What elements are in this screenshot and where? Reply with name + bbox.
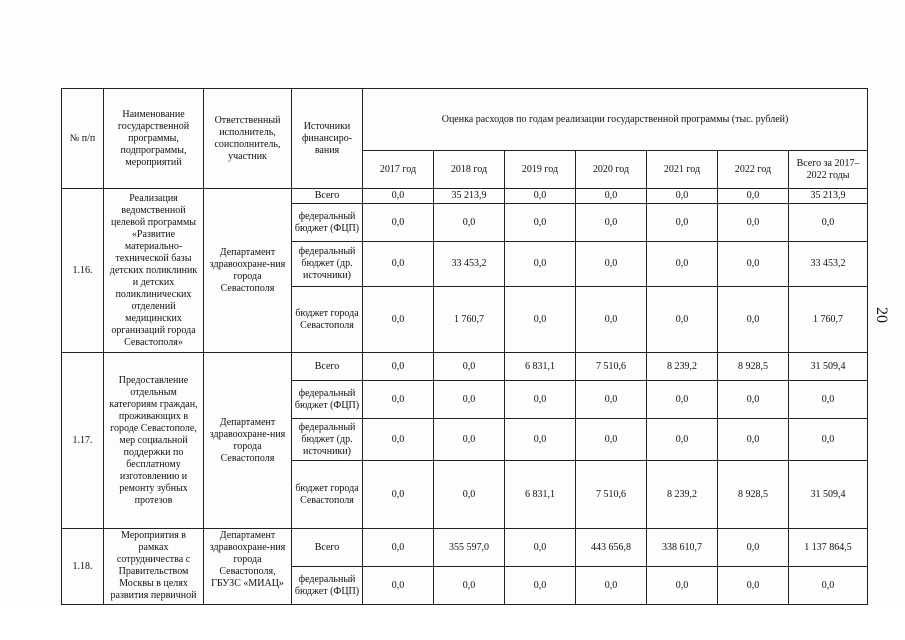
value-cell: 8 239,2: [647, 461, 718, 529]
value-cell: 0,0: [789, 567, 868, 605]
value-cell: 0,0: [576, 381, 647, 419]
value-cell: 7 510,6: [576, 461, 647, 529]
value-cell: 355 597,0: [434, 529, 505, 567]
value-cell: 8 239,2: [647, 353, 718, 381]
value-cell: 31 509,4: [789, 461, 868, 529]
table-row: [62, 529, 868, 567]
value-cell: 0,0: [647, 242, 718, 287]
source-cell: бюджет города Севастополя: [292, 287, 363, 353]
value-cell: 1 760,7: [434, 287, 505, 353]
value-cell: 0,0: [434, 419, 505, 461]
source-cell: федеральный бюджет (др. источники): [292, 242, 363, 287]
row-num: 1.17.: [62, 353, 104, 529]
value-cell: 0,0: [718, 529, 789, 567]
value-cell: 6 831,1: [505, 353, 576, 381]
source-cell: Всего: [292, 189, 363, 204]
value-cell: 0,0: [647, 287, 718, 353]
value-cell: 0,0: [505, 287, 576, 353]
row-executor: Департамент здравоохране-ния города Севастополя, ГБУЗС «МИАЦ»: [204, 529, 292, 605]
page-bottom-margin: [0, 606, 905, 640]
value-cell: 0,0: [576, 287, 647, 353]
value-cell: 0,0: [718, 189, 789, 204]
header-year: 2021 год: [647, 151, 718, 189]
source-cell: федеральный бюджет (др. источники): [292, 419, 363, 461]
value-cell: 0,0: [576, 204, 647, 242]
value-cell: 0,0: [363, 189, 434, 204]
row-executor: Департамент здравоохране-ния города Севастополя: [204, 353, 292, 529]
value-cell: 0,0: [363, 567, 434, 605]
source-cell: Всего: [292, 353, 363, 381]
value-cell: 443 656,8: [576, 529, 647, 567]
value-cell: 0,0: [505, 204, 576, 242]
value-cell: 0,0: [505, 529, 576, 567]
header-executor: Ответственный исполнитель, соисполнитель, участник: [204, 89, 292, 189]
value-cell: 0,0: [363, 242, 434, 287]
value-cell: 0,0: [363, 461, 434, 529]
value-cell: 0,0: [434, 567, 505, 605]
value-cell: 1 760,7: [789, 287, 868, 353]
value-cell: 0,0: [718, 204, 789, 242]
table-row: [62, 189, 868, 204]
value-cell: 35 213,9: [434, 189, 505, 204]
value-cell: 0,0: [647, 567, 718, 605]
value-cell: 0,0: [505, 381, 576, 419]
value-cell: 0,0: [363, 204, 434, 242]
source-cell: федеральный бюджет (ФЦП): [292, 204, 363, 242]
value-cell: 8 928,5: [718, 353, 789, 381]
header-year: 2020 год: [576, 151, 647, 189]
value-cell: 0,0: [363, 529, 434, 567]
header-year: 2019 год: [505, 151, 576, 189]
value-cell: 8 928,5: [718, 461, 789, 529]
value-cell: 0,0: [363, 381, 434, 419]
value-cell: 0,0: [576, 242, 647, 287]
header-year: 2018 год: [434, 151, 505, 189]
budget-table: [61, 88, 868, 605]
value-cell: 338 610,7: [647, 529, 718, 567]
value-cell: 0,0: [718, 287, 789, 353]
row-num: 1.16.: [62, 189, 104, 353]
value-cell: 33 453,2: [789, 242, 868, 287]
value-cell: 0,0: [576, 419, 647, 461]
header-sources: Источники финансиро-вания: [292, 89, 363, 189]
value-cell: 6 831,1: [505, 461, 576, 529]
row-name: Предоставление отдельным категориям граждан, проживающих в городе Севастополе, мер социальной поддержки по бесплатному изготовлению и ремонту зубных протезов: [104, 353, 204, 529]
source-cell: Всего: [292, 529, 363, 567]
value-cell: 0,0: [434, 381, 505, 419]
row-executor: Департамент здравоохране-ния города Севастополя: [204, 189, 292, 353]
value-cell: 0,0: [718, 567, 789, 605]
header-year: 2022 год: [718, 151, 789, 189]
value-cell: 7 510,6: [576, 353, 647, 381]
value-cell: 0,0: [718, 419, 789, 461]
value-cell: 0,0: [434, 461, 505, 529]
value-cell: 0,0: [718, 242, 789, 287]
row-name: Мероприятия в рамках сотрудничества с Правительством Москвы в целях развития первичной: [104, 529, 204, 605]
value-cell: 0,0: [363, 419, 434, 461]
value-cell: 0,0: [505, 189, 576, 204]
value-cell: 0,0: [434, 204, 505, 242]
value-cell: 0,0: [363, 287, 434, 353]
value-cell: 0,0: [434, 353, 505, 381]
header-name: Наименование государственной программы, подпрограммы, мероприятий: [104, 89, 204, 189]
value-cell: 0,0: [647, 189, 718, 204]
page-number: 20: [873, 307, 890, 323]
row-num: 1.18.: [62, 529, 104, 605]
row-name: Реализация ведомственной целевой программы «Развитие материально-технической базы детских поликлиник и детских поликлинических отделений медицинских организаций города Севастополя»: [104, 189, 204, 353]
source-cell: федеральный бюджет (ФЦП): [292, 567, 363, 605]
value-cell: 0,0: [505, 242, 576, 287]
value-cell: 0,0: [789, 381, 868, 419]
header-year: 2017 год: [363, 151, 434, 189]
value-cell: 0,0: [647, 204, 718, 242]
value-cell: 0,0: [505, 419, 576, 461]
source-cell: федеральный бюджет (ФЦП): [292, 381, 363, 419]
value-cell: 0,0: [505, 567, 576, 605]
value-cell: 0,0: [789, 204, 868, 242]
value-cell: 33 453,2: [434, 242, 505, 287]
header-expense-title: Оценка расходов по годам реализации государственной программы (тыс. рублей): [363, 89, 868, 151]
value-cell: 35 213,9: [789, 189, 868, 204]
value-cell: 0,0: [647, 381, 718, 419]
value-cell: 0,0: [576, 189, 647, 204]
value-cell: 1 137 864,5: [789, 529, 868, 567]
value-cell: 0,0: [576, 567, 647, 605]
source-cell: бюджет города Севастополя: [292, 461, 363, 529]
value-cell: 0,0: [789, 419, 868, 461]
value-cell: 0,0: [363, 353, 434, 381]
table-row: [62, 353, 868, 381]
value-cell: 0,0: [718, 381, 789, 419]
header-total: Всего за 2017–2022 годы: [789, 151, 868, 189]
header-num: № п/п: [62, 89, 104, 189]
value-cell: 0,0: [647, 419, 718, 461]
value-cell: 31 509,4: [789, 353, 868, 381]
